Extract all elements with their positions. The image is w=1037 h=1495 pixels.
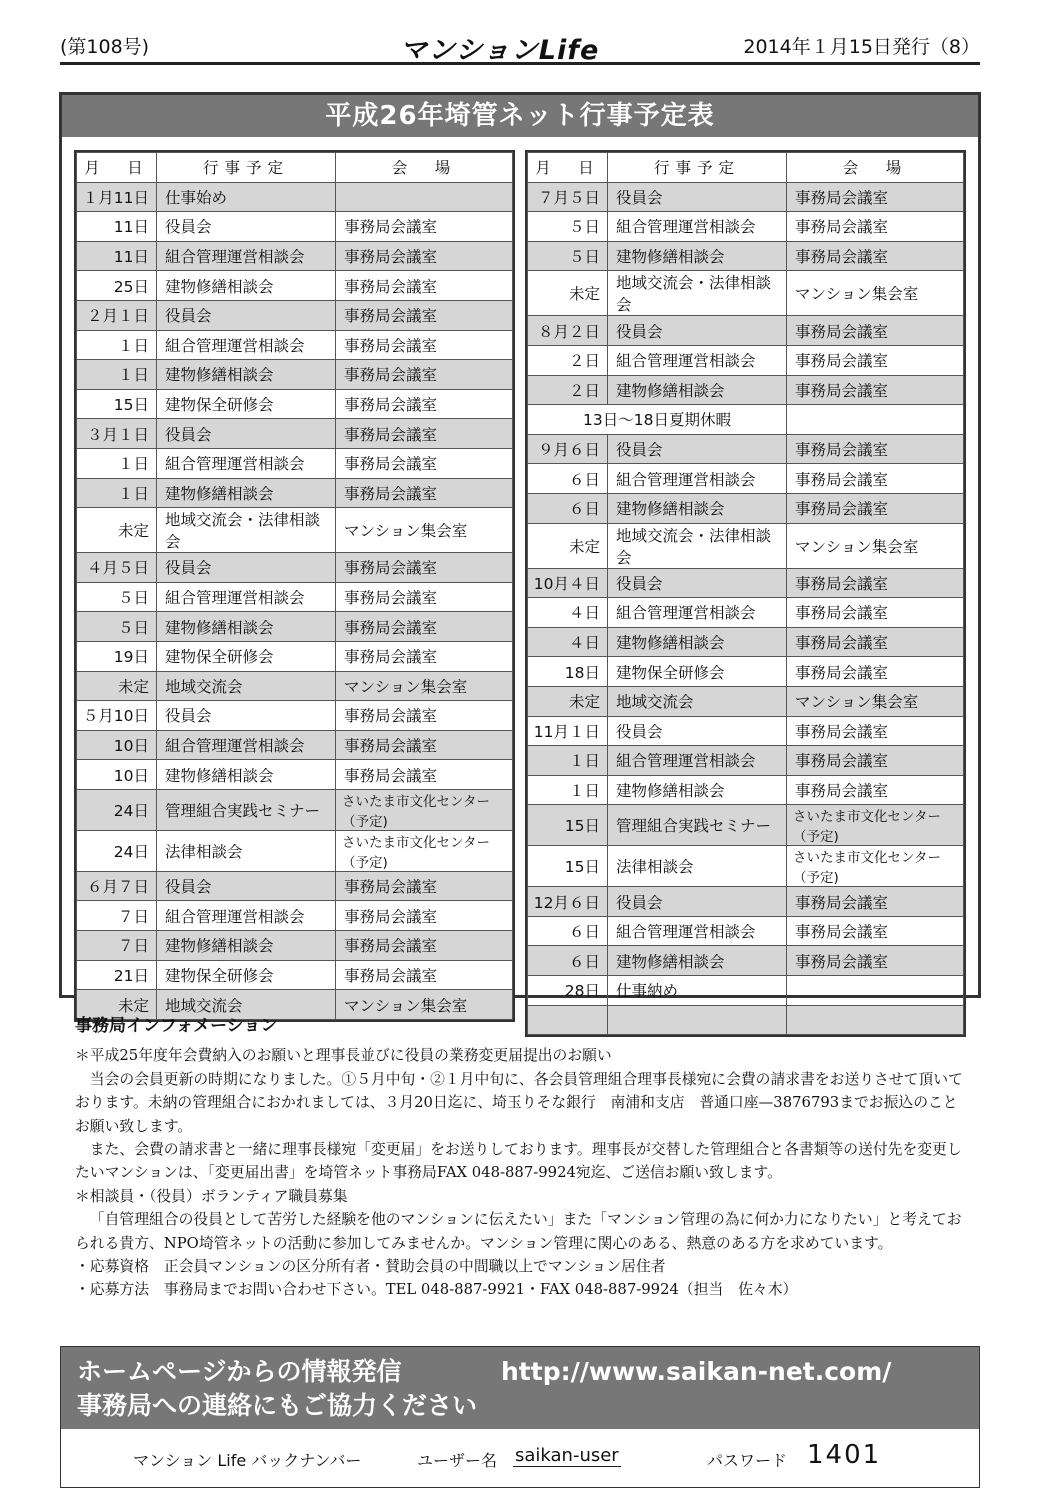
- date-cell: 21日: [77, 960, 157, 990]
- table-row: [77, 553, 513, 583]
- venue-cell: 事務局会議室: [336, 300, 513, 330]
- date-cell: 15日: [528, 805, 608, 846]
- username-label: ユーザー名: [417, 1451, 498, 1470]
- schedule-title: 平成26年埼管ネット行事予定表: [62, 95, 978, 137]
- date-cell: 10日: [77, 760, 157, 790]
- event-cell: 法律相談会: [608, 846, 787, 887]
- date-cell: 15日: [528, 846, 608, 887]
- venue-cell: 事務局会議室: [336, 271, 513, 301]
- website-link[interactable]: http://www.saikan-net.com/: [501, 1357, 892, 1386]
- event-cell: 建物修繕相談会: [608, 375, 787, 405]
- event-cell: 建物修繕相談会: [608, 627, 787, 657]
- table-row: [528, 627, 964, 657]
- event-cell: 建物保全研修会: [608, 657, 787, 687]
- table-row: [528, 598, 964, 628]
- username-value: saikan-user: [515, 1445, 619, 1466]
- backnumber-label: マンション Life バックナンバー: [133, 1451, 362, 1470]
- venue-cell: 事務局会議室: [787, 182, 964, 212]
- event-cell: 建物修繕相談会: [608, 241, 787, 271]
- venue-cell: [336, 182, 513, 212]
- event-cell: 建物修繕相談会: [157, 271, 336, 301]
- table-row: [77, 701, 513, 731]
- venue-cell: 事務局会議室: [336, 960, 513, 990]
- date-cell: 12月６日: [528, 887, 608, 917]
- event-cell: 仕事納め: [608, 976, 787, 1006]
- backnumber-credentials: [61, 1429, 979, 1487]
- venue-cell: 事務局会議室: [787, 716, 964, 746]
- col-event-header: 行事予定: [157, 153, 336, 183]
- event-cell: 役員会: [157, 300, 336, 330]
- table-row: [77, 871, 513, 901]
- venue-cell: 事務局会議室: [336, 641, 513, 671]
- volunteer-body: 「自管理組合の役員として苦労した経験を他のマンションに伝えたい」また「マンション管理の為に何か力になりたい」と考えておられる貴方、NPO埼管ネットの活動に参加してみませんか。マンション管理に関心のある、熱意のある方を求めています。: [75, 1211, 962, 1252]
- date-cell: １日: [528, 746, 608, 776]
- table-row: [528, 568, 964, 598]
- table-row: [77, 960, 513, 990]
- event-cell: 建物保全研修会: [157, 960, 336, 990]
- date-cell: ５日: [528, 212, 608, 242]
- holiday-cell: 13日〜18日夏期休暇: [528, 405, 787, 435]
- table-row: [77, 760, 513, 790]
- event-cell: 組合管理運営相談会: [157, 582, 336, 612]
- venue-cell: マンション集会室: [787, 271, 964, 316]
- date-cell: ３月１日: [77, 419, 157, 449]
- date-cell: 未定: [77, 508, 157, 553]
- date-cell: ９月６日: [528, 434, 608, 464]
- table-row: [528, 846, 964, 887]
- venue-cell: [787, 405, 964, 435]
- requirement-eligibility: ・応募資格 正会員マンションの区分所有者・賛助会員の中間職以上でマンション居住者: [75, 1258, 666, 1276]
- venue-cell: マンション集会室: [787, 686, 964, 716]
- event-cell: 組合管理運営相談会: [608, 464, 787, 494]
- venue-cell: 事務局会議室: [336, 360, 513, 390]
- event-cell: 役員会: [608, 182, 787, 212]
- fee-notice-body: 当会の会員更新の時期になりました。①５月中旬・②１月中旬に、各会員管理組合理事長様宛に会費の請求書をお送りさせて頂いております。未納の管理組合におかれましては、３月20日迄に、埼玉りそな銀行 南浦和支店 普通口座—3876793までお振込のことお願い致します。: [75, 1070, 963, 1135]
- col-date-header: 月 日: [77, 153, 157, 183]
- date-cell: 11月１日: [528, 716, 608, 746]
- venue-cell: 事務局会議室: [336, 389, 513, 419]
- table-row: [77, 300, 513, 330]
- table-row: [528, 887, 964, 917]
- venue-cell: [787, 976, 964, 1006]
- event-cell: 建物修繕相談会: [608, 493, 787, 523]
- schedule-table-jul-dec: [527, 152, 964, 1035]
- event-cell: 役員会: [157, 701, 336, 731]
- event-cell: 役員会: [608, 716, 787, 746]
- table-row: [528, 464, 964, 494]
- event-cell: 役員会: [608, 434, 787, 464]
- venue-cell: 事務局会議室: [336, 931, 513, 961]
- venue-cell: さいたま市文化センター（予定): [336, 830, 513, 871]
- password-value: 1401: [807, 1440, 882, 1470]
- table-row: [528, 345, 964, 375]
- date-cell: ５月10日: [77, 701, 157, 731]
- table-row: [77, 671, 513, 701]
- col-venue-header: 会 場: [336, 153, 513, 183]
- venue-cell: 事務局会議室: [787, 627, 964, 657]
- col-event-header: 行事予定: [608, 153, 787, 183]
- date-cell: 10月４日: [528, 568, 608, 598]
- table-row: [77, 789, 513, 830]
- table-row: [528, 405, 964, 435]
- event-cell: 管理組合実践セミナー: [157, 789, 336, 830]
- date-cell: 24日: [77, 789, 157, 830]
- col-date-header: 月 日: [528, 153, 608, 183]
- venue-cell: 事務局会議室: [787, 493, 964, 523]
- venue-cell: マンション集会室: [336, 508, 513, 553]
- date-cell: 11日: [77, 212, 157, 242]
- table-row: [528, 946, 964, 976]
- event-cell: 役員会: [608, 568, 787, 598]
- table-row: [77, 389, 513, 419]
- date-cell: 28日: [528, 976, 608, 1006]
- event-cell: 建物修繕相談会: [157, 760, 336, 790]
- event-cell: 地域交流会・法律相談会: [608, 271, 787, 316]
- venue-cell: 事務局会議室: [336, 330, 513, 360]
- date-cell: ６日: [528, 916, 608, 946]
- event-cell: 役員会: [157, 871, 336, 901]
- table-row: [528, 523, 964, 568]
- venue-cell: 事務局会議室: [336, 701, 513, 731]
- date-cell: １日: [77, 448, 157, 478]
- date-cell: ７日: [77, 901, 157, 931]
- info-heading: 事務局インフォメーション: [75, 1016, 278, 1036]
- date-cell: ４日: [528, 627, 608, 657]
- venue-cell: 事務局会議室: [336, 212, 513, 242]
- table-row: [528, 493, 964, 523]
- date-cell: ６日: [528, 464, 608, 494]
- event-cell: 法律相談会: [157, 830, 336, 871]
- table-row: [528, 746, 964, 776]
- venue-cell: 事務局会議室: [787, 434, 964, 464]
- date-cell: ８月２日: [528, 316, 608, 346]
- table-row: [528, 775, 964, 805]
- venue-cell: 事務局会議室: [336, 730, 513, 760]
- date-cell: ７月５日: [528, 182, 608, 212]
- table-row: [528, 434, 964, 464]
- banner-line1: ホームページからの情報発信: [77, 1357, 402, 1386]
- venue-cell: 事務局会議室: [336, 582, 513, 612]
- date-cell: 10日: [77, 730, 157, 760]
- table-row: [528, 716, 964, 746]
- requirement-method: ・応募方法 事務局までお問い合わせ下さい。TEL 048-887-9921・FAX 048-887-9924（担当 佐々木）: [75, 1281, 798, 1299]
- table-row: [528, 271, 964, 316]
- venue-cell: 事務局会議室: [787, 345, 964, 375]
- date-cell: ４月５日: [77, 553, 157, 583]
- table-row: [77, 271, 513, 301]
- col-venue-header: 会 場: [787, 153, 964, 183]
- event-cell: 建物修繕相談会: [157, 931, 336, 961]
- event-cell: 組合管理運営相談会: [157, 730, 336, 760]
- venue-cell: 事務局会議室: [336, 241, 513, 271]
- date-cell: ６月７日: [77, 871, 157, 901]
- event-cell: 地域交流会: [157, 990, 336, 1020]
- venue-cell: 事務局会議室: [787, 316, 964, 346]
- table-row: [77, 448, 513, 478]
- venue-cell: さいたま市文化センター（予定): [787, 805, 964, 846]
- table-row: [77, 830, 513, 871]
- event-cell: 仕事始め: [157, 182, 336, 212]
- event-cell: 建物修繕相談会: [608, 946, 787, 976]
- event-cell: 役員会: [608, 316, 787, 346]
- change-notice-body: また、会費の請求書と一緒に理事長様宛「変更届」をお送りしております。理事長が交替した管理組合と各書類等の送付先を変更したいマンションは、「変更届出書」を埼管ネット事務局FAX 048-887-9924宛迄、ご送信お願い致します。: [75, 1141, 962, 1182]
- venue-cell: 事務局会議室: [336, 478, 513, 508]
- table-row: [77, 330, 513, 360]
- event-cell: 役員会: [157, 553, 336, 583]
- table-row: [77, 182, 513, 212]
- venue-cell: 事務局会議室: [787, 657, 964, 687]
- date-cell: １日: [77, 330, 157, 360]
- date-cell: ２日: [528, 345, 608, 375]
- table-row: [77, 730, 513, 760]
- date-cell: １日: [77, 478, 157, 508]
- date-cell: １月11日: [77, 182, 157, 212]
- event-cell: 建物修繕相談会: [157, 360, 336, 390]
- event-cell: 役員会: [608, 887, 787, 917]
- date-cell: 19日: [77, 641, 157, 671]
- event-cell: 建物修繕相談会: [157, 478, 336, 508]
- venue-cell: 事務局会議室: [787, 212, 964, 242]
- venue-cell: 事務局会議室: [787, 598, 964, 628]
- venue-cell: 事務局会議室: [787, 375, 964, 405]
- date-cell: ５日: [528, 241, 608, 271]
- schedule-panel: [59, 92, 981, 1015]
- venue-cell: 事務局会議室: [787, 946, 964, 976]
- venue-cell: 事務局会議室: [787, 241, 964, 271]
- venue-cell: 事務局会議室: [787, 464, 964, 494]
- banner-headline: [61, 1347, 979, 1429]
- date-cell: 11日: [77, 241, 157, 271]
- venue-cell: 事務局会議室: [336, 553, 513, 583]
- date-cell: １日: [528, 775, 608, 805]
- table-row: [77, 641, 513, 671]
- event-cell: 組合管理運営相談会: [608, 746, 787, 776]
- date-cell: 25日: [77, 271, 157, 301]
- event-cell: 組合管理運営相談会: [608, 212, 787, 242]
- event-cell: 建物修繕相談会: [608, 775, 787, 805]
- issue-date: 2014年１月15日発行（8）: [743, 36, 980, 58]
- table-row: [528, 316, 964, 346]
- venue-cell: 事務局会議室: [787, 568, 964, 598]
- event-cell: 建物保全研修会: [157, 641, 336, 671]
- venue-cell: マンション集会室: [336, 671, 513, 701]
- event-cell: 地域交流会・法律相談会: [157, 508, 336, 553]
- date-cell: ４日: [528, 598, 608, 628]
- table-row: [77, 241, 513, 271]
- office-information: [75, 1015, 970, 1302]
- event-cell: 地域交流会: [608, 686, 787, 716]
- date-cell: ５日: [77, 582, 157, 612]
- event-cell: 役員会: [157, 212, 336, 242]
- banner-line2: 事務局への連絡にもご協力ください: [77, 1391, 478, 1420]
- venue-cell: さいたま市文化センター（予定): [787, 846, 964, 887]
- date-cell: 未定: [77, 671, 157, 701]
- date-cell: 24日: [77, 830, 157, 871]
- table-row: [528, 916, 964, 946]
- table-header-row: [77, 153, 513, 183]
- date-cell: 未定: [528, 686, 608, 716]
- table-row: [77, 508, 513, 553]
- date-cell: 未定: [528, 523, 608, 568]
- venue-cell: マンション集会室: [336, 990, 513, 1020]
- page-header: [60, 30, 980, 66]
- event-cell: 組合管理運営相談会: [157, 448, 336, 478]
- venue-cell: 事務局会議室: [336, 419, 513, 449]
- password-label: パスワード: [707, 1451, 788, 1470]
- date-cell: ６日: [528, 493, 608, 523]
- table-row: [528, 805, 964, 846]
- venue-cell: 事務局会議室: [336, 612, 513, 642]
- date-cell: １日: [77, 360, 157, 390]
- venue-cell: 事務局会議室: [336, 901, 513, 931]
- table-row: [77, 419, 513, 449]
- venue-cell: 事務局会議室: [787, 775, 964, 805]
- table-row: [528, 241, 964, 271]
- date-cell: ２日: [528, 375, 608, 405]
- header-divider: [60, 62, 980, 65]
- brand-logo: マンションLife: [400, 35, 600, 66]
- event-cell: 組合管理運営相談会: [608, 598, 787, 628]
- venue-cell: マンション集会室: [787, 523, 964, 568]
- table-row: [77, 212, 513, 242]
- homepage-banner: [60, 1346, 980, 1488]
- volunteer-title: ＊相談員・（役員）ボランティア職員募集: [75, 1187, 348, 1205]
- issue-number: (第108号): [60, 36, 150, 58]
- fee-notice-title: ＊平成25年度年会費納入のお願いと理事長並びに役員の業務変更届提出のお願い: [75, 1047, 612, 1065]
- date-cell: ５日: [77, 612, 157, 642]
- table-row: [77, 478, 513, 508]
- date-cell: 15日: [77, 389, 157, 419]
- venue-cell: 事務局会議室: [336, 871, 513, 901]
- event-cell: 建物修繕相談会: [157, 612, 336, 642]
- event-cell: 組合管理運営相談会: [157, 241, 336, 271]
- venue-cell: 事務局会議室: [787, 916, 964, 946]
- table-row: [77, 360, 513, 390]
- table-row: [528, 657, 964, 687]
- date-cell: ６日: [528, 946, 608, 976]
- schedule-table-jan-jun: [76, 152, 513, 1020]
- date-cell: ７日: [77, 931, 157, 961]
- event-cell: 地域交流会: [157, 671, 336, 701]
- table-row: [528, 976, 964, 1006]
- event-cell: 役員会: [157, 419, 336, 449]
- table-row: [528, 182, 964, 212]
- date-cell: 未定: [528, 271, 608, 316]
- venue-cell: 事務局会議室: [787, 887, 964, 917]
- venue-cell: 事務局会議室: [336, 448, 513, 478]
- table-row: [77, 582, 513, 612]
- date-cell: ２月１日: [77, 300, 157, 330]
- event-cell: 組合管理運営相談会: [157, 330, 336, 360]
- date-cell: 18日: [528, 657, 608, 687]
- table-row: [77, 901, 513, 931]
- table-row: [528, 686, 964, 716]
- table-row: [528, 375, 964, 405]
- table-row: [77, 612, 513, 642]
- event-cell: 地域交流会・法律相談会: [608, 523, 787, 568]
- table-row: [77, 931, 513, 961]
- venue-cell: さいたま市文化センター（予定): [336, 789, 513, 830]
- table-header-row: [528, 153, 964, 183]
- venue-cell: 事務局会議室: [336, 760, 513, 790]
- event-cell: 組合管理運営相談会: [608, 916, 787, 946]
- event-cell: 組合管理運営相談会: [157, 901, 336, 931]
- event-cell: 管理組合実践セミナー: [608, 805, 787, 846]
- event-cell: 建物保全研修会: [157, 389, 336, 419]
- venue-cell: 事務局会議室: [787, 746, 964, 776]
- date-cell: 未定: [77, 990, 157, 1020]
- event-cell: 組合管理運営相談会: [608, 345, 787, 375]
- table-row: [528, 212, 964, 242]
